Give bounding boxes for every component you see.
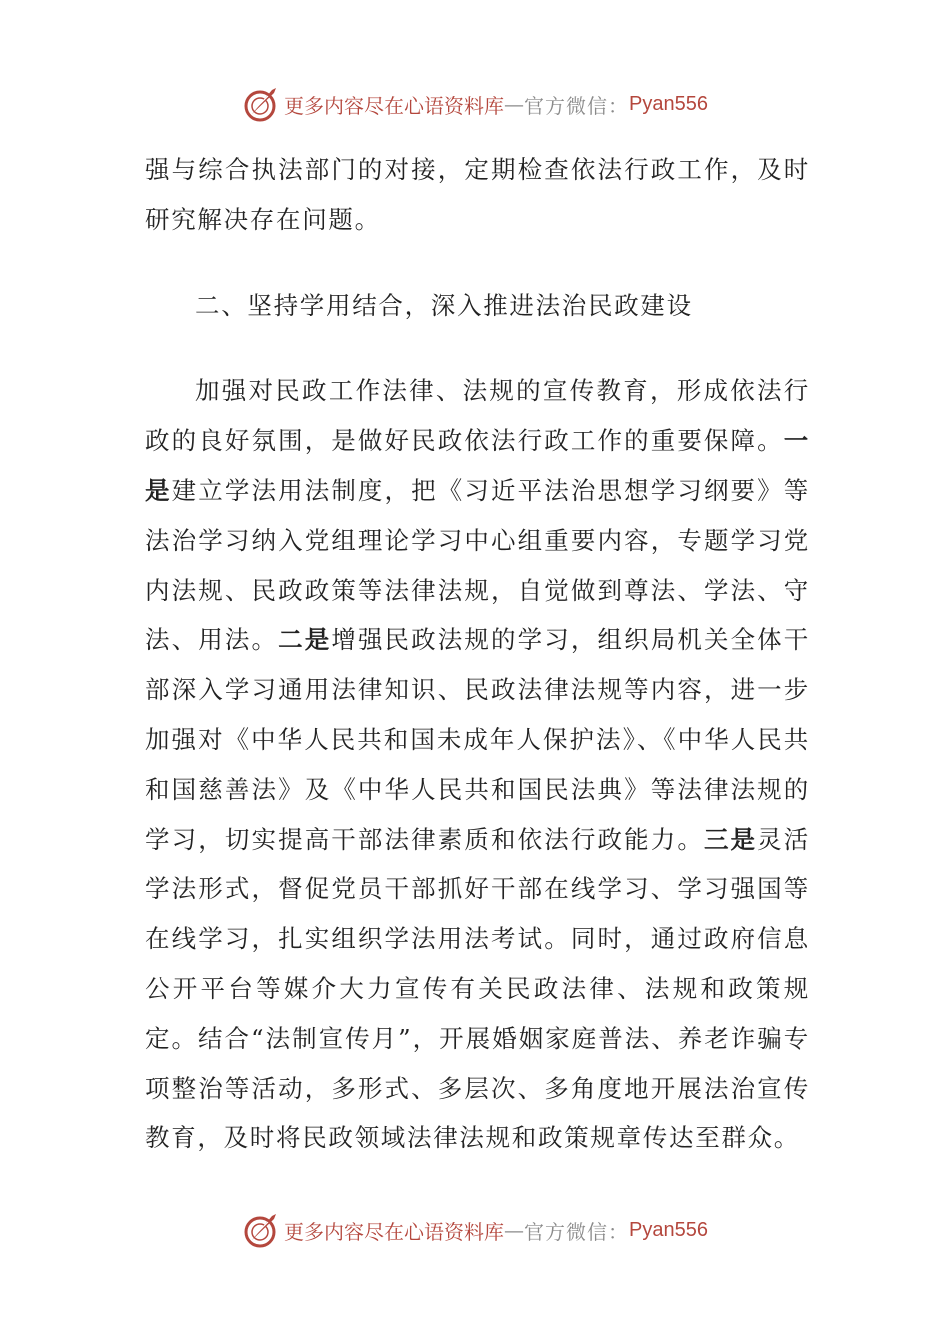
point-one-text: 建立学法用法制度，把《习近平法治思想学习纲要》等法治学习纳入党组理论学习中心组重要内容，专题学习党内法规、民政政策等法律法规，自觉做到尊法、学法、守法、用法。 <box>145 475 810 655</box>
point-three-text: 灵活学法形式，督促党员干部抓好干部在线学习、学习强国等在线学习，扎实组织学法用法考试。同时，通过政府信息公开平台等媒介大力宣传有关民政法律、法规和政策规定。结合“法制宣传月”，开展婚姻家庭普法、养老诈骗专项整治等活动，多形式、多层次、多角度地开展法治宣传教育，及时将民政领域法律法规和政策规章传达至群众。 <box>145 824 810 1153</box>
point-three-label: 三是 <box>703 824 758 854</box>
section-heading: 二、坚持学用结合，深入推进法治民政建设 <box>195 290 693 320</box>
quill-logo-icon <box>242 1210 282 1250</box>
watermark-header <box>0 82 950 126</box>
quill-logo-icon <box>242 84 282 124</box>
point-two-text: 增强民政法规的学习，组织局机关全体干部深入学习通用法律知识、民政法律法规等内容，进一步加强对《中华人民共和国未成年人保护法》、《中华人民共和国慈善法》及《中华人民共和国民法典》等法律法规的学习，切实提高干部法律素质和依法行政能力。 <box>145 625 810 854</box>
point-one-label: 一是 <box>145 426 810 505</box>
paragraph-main <box>145 366 810 1163</box>
watermark-dash: — <box>504 92 525 116</box>
watermark-main-text: 更多内容尽在心语资料库 <box>284 1219 505 1244</box>
document-body <box>145 145 810 1163</box>
watermark-wechat-label: 官方微信： <box>524 93 630 118</box>
point-two-label: 二是 <box>278 625 332 655</box>
watermark-wechat-id: Pyan556 <box>629 92 708 115</box>
watermark-main-text: 更多内容尽在心语资料库 <box>284 93 505 118</box>
watermark-footer <box>0 1208 950 1252</box>
paragraph-continuation: 强与综合执法部门的对接，定期检查依法行政工作，及时研究解决存在问题。 <box>145 155 810 234</box>
watermark-wechat-id: Pyan556 <box>629 1218 708 1241</box>
watermark-wechat-label: 官方微信： <box>524 1219 630 1244</box>
watermark-dash: — <box>504 1218 525 1242</box>
paragraph-intro: 加强对民政工作法律、法规的宣传教育，形成依法行政的良好氛围，是做好民政依法行政工作的重要保障。 <box>145 376 810 456</box>
